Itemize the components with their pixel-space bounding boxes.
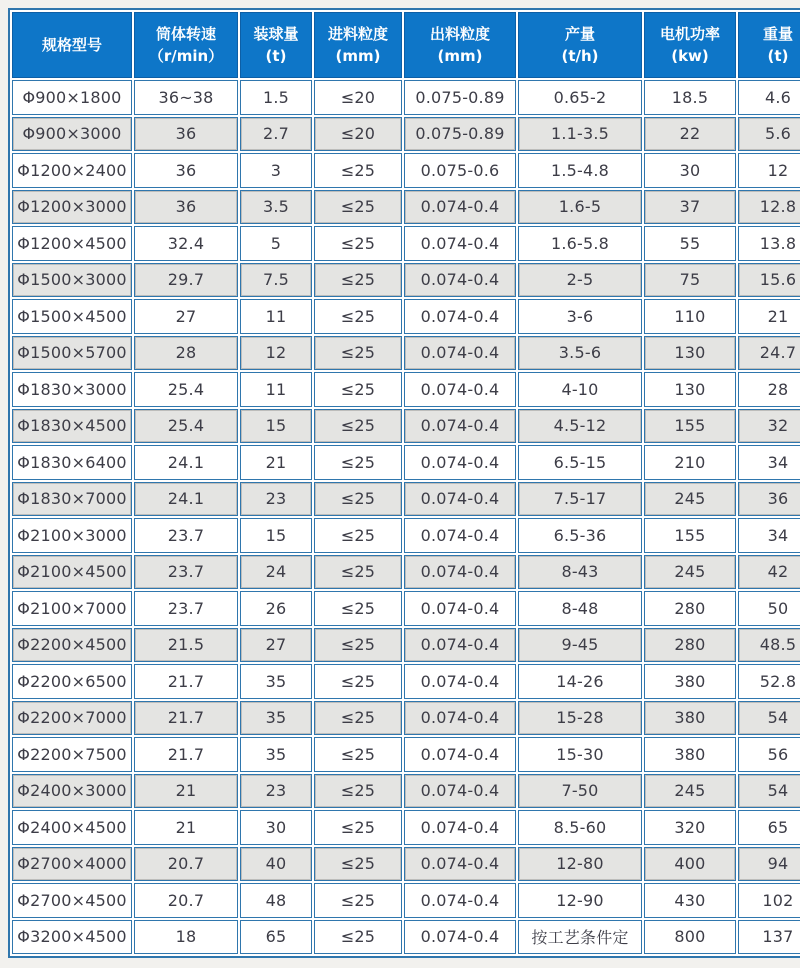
cell-speed: 21.5 bbox=[134, 628, 238, 663]
cell-speed: 27 bbox=[134, 299, 238, 334]
cell-discharge-size: 0.074-0.4 bbox=[404, 263, 516, 298]
column-header-model bbox=[12, 12, 132, 78]
cell-weight: 4.6 bbox=[738, 80, 800, 115]
column-unit: （r/min） bbox=[148, 47, 224, 65]
cell-capacity: 按工艺条件定 bbox=[518, 920, 642, 955]
cell-feed-size: ≤25 bbox=[314, 810, 402, 845]
table-row bbox=[12, 518, 800, 553]
column-label: 电机功率 bbox=[659, 24, 720, 43]
cell-capacity: 8-48 bbox=[518, 591, 642, 626]
table-row bbox=[12, 555, 800, 590]
cell-weight: 15.6 bbox=[738, 263, 800, 298]
cell-motor-power: 155 bbox=[644, 518, 736, 553]
cell-weight: 54 bbox=[738, 701, 800, 736]
header-row bbox=[12, 12, 800, 78]
cell-feed-size: ≤25 bbox=[314, 628, 402, 663]
column-header-weight bbox=[738, 12, 800, 78]
cell-ball-load: 7.5 bbox=[240, 263, 312, 298]
column-header-feed-size bbox=[314, 12, 402, 78]
table-row bbox=[12, 701, 800, 736]
cell-discharge-size: 0.075-0.89 bbox=[404, 80, 516, 115]
cell-discharge-size: 0.074-0.4 bbox=[404, 226, 516, 261]
cell-capacity: 8-43 bbox=[518, 555, 642, 590]
cell-motor-power: 400 bbox=[644, 847, 736, 882]
column-unit: (mm) bbox=[437, 47, 483, 65]
cell-weight: 48.5 bbox=[738, 628, 800, 663]
cell-model: Φ2700×4500 bbox=[12, 883, 132, 918]
cell-feed-size: ≤25 bbox=[314, 883, 402, 918]
cell-speed: 18 bbox=[134, 920, 238, 955]
cell-feed-size: ≤25 bbox=[314, 190, 402, 225]
cell-speed: 23.7 bbox=[134, 518, 238, 553]
column-header-motor-power bbox=[644, 12, 736, 78]
cell-weight: 24.7 bbox=[738, 336, 800, 371]
table-row bbox=[12, 190, 800, 225]
cell-ball-load: 12 bbox=[240, 336, 312, 371]
cell-motor-power: 55 bbox=[644, 226, 736, 261]
cell-discharge-size: 0.074-0.4 bbox=[404, 518, 516, 553]
cell-capacity: 7.5-17 bbox=[518, 482, 642, 517]
cell-speed: 32.4 bbox=[134, 226, 238, 261]
table-row bbox=[12, 737, 800, 772]
cell-model: Φ2100×3000 bbox=[12, 518, 132, 553]
cell-motor-power: 245 bbox=[644, 774, 736, 809]
cell-discharge-size: 0.074-0.4 bbox=[404, 920, 516, 955]
cell-feed-size: ≤25 bbox=[314, 774, 402, 809]
column-unit: (t/h) bbox=[561, 47, 599, 65]
cell-discharge-size: 0.074-0.4 bbox=[404, 482, 516, 517]
cell-capacity: 3.5-6 bbox=[518, 336, 642, 371]
cell-feed-size: ≤25 bbox=[314, 591, 402, 626]
cell-ball-load: 65 bbox=[240, 920, 312, 955]
table-row bbox=[12, 445, 800, 480]
cell-discharge-size: 0.074-0.4 bbox=[404, 737, 516, 772]
table-row bbox=[12, 883, 800, 918]
table-body bbox=[12, 80, 800, 954]
cell-weight: 56 bbox=[738, 737, 800, 772]
cell-weight: 36 bbox=[738, 482, 800, 517]
cell-capacity: 15-30 bbox=[518, 737, 642, 772]
cell-motor-power: 280 bbox=[644, 628, 736, 663]
cell-speed: 21.7 bbox=[134, 664, 238, 699]
cell-motor-power: 130 bbox=[644, 372, 736, 407]
table-row bbox=[12, 664, 800, 699]
cell-motor-power: 245 bbox=[644, 555, 736, 590]
cell-ball-load: 11 bbox=[240, 299, 312, 334]
cell-capacity: 2-5 bbox=[518, 263, 642, 298]
cell-ball-load: 15 bbox=[240, 518, 312, 553]
cell-motor-power: 18.5 bbox=[644, 80, 736, 115]
cell-discharge-size: 0.074-0.4 bbox=[404, 628, 516, 663]
cell-speed: 36 bbox=[134, 153, 238, 188]
cell-ball-load: 23 bbox=[240, 482, 312, 517]
cell-weight: 28 bbox=[738, 372, 800, 407]
table-row bbox=[12, 80, 800, 115]
cell-feed-size: ≤25 bbox=[314, 518, 402, 553]
cell-motor-power: 430 bbox=[644, 883, 736, 918]
cell-ball-load: 30 bbox=[240, 810, 312, 845]
cell-ball-load: 26 bbox=[240, 591, 312, 626]
cell-motor-power: 380 bbox=[644, 701, 736, 736]
cell-model: Φ1500×5700 bbox=[12, 336, 132, 371]
cell-weight: 52.8 bbox=[738, 664, 800, 699]
cell-capacity: 12-80 bbox=[518, 847, 642, 882]
cell-weight: 50 bbox=[738, 591, 800, 626]
cell-capacity: 6.5-15 bbox=[518, 445, 642, 480]
cell-discharge-size: 0.074-0.4 bbox=[404, 847, 516, 882]
table-row bbox=[12, 263, 800, 298]
cell-capacity: 14-26 bbox=[518, 664, 642, 699]
cell-feed-size: ≤25 bbox=[314, 664, 402, 699]
cell-weight: 34 bbox=[738, 518, 800, 553]
column-label: 装球量 bbox=[253, 24, 299, 43]
table-row bbox=[12, 153, 800, 188]
cell-model: Φ2200×7000 bbox=[12, 701, 132, 736]
cell-speed: 20.7 bbox=[134, 847, 238, 882]
cell-ball-load: 27 bbox=[240, 628, 312, 663]
cell-ball-load: 15 bbox=[240, 409, 312, 444]
cell-ball-load: 3.5 bbox=[240, 190, 312, 225]
cell-speed: 23.7 bbox=[134, 591, 238, 626]
column-label: 筒体转速 bbox=[155, 24, 216, 43]
cell-feed-size: ≤25 bbox=[314, 263, 402, 298]
column-header-capacity bbox=[518, 12, 642, 78]
cell-discharge-size: 0.074-0.4 bbox=[404, 445, 516, 480]
cell-speed: 24.1 bbox=[134, 482, 238, 517]
table-row bbox=[12, 117, 800, 152]
cell-capacity: 9-45 bbox=[518, 628, 642, 663]
cell-ball-load: 23 bbox=[240, 774, 312, 809]
cell-model: Φ1830×7000 bbox=[12, 482, 132, 517]
cell-capacity: 3-6 bbox=[518, 299, 642, 334]
cell-ball-load: 40 bbox=[240, 847, 312, 882]
cell-motor-power: 37 bbox=[644, 190, 736, 225]
table-row bbox=[12, 372, 800, 407]
cell-speed: 25.4 bbox=[134, 409, 238, 444]
table-header bbox=[12, 12, 800, 78]
cell-feed-size: ≤25 bbox=[314, 409, 402, 444]
cell-speed: 36 bbox=[134, 117, 238, 152]
table-row bbox=[12, 591, 800, 626]
cell-capacity: 4-10 bbox=[518, 372, 642, 407]
cell-weight: 12 bbox=[738, 153, 800, 188]
cell-ball-load: 24 bbox=[240, 555, 312, 590]
cell-discharge-size: 0.074-0.4 bbox=[404, 555, 516, 590]
cell-discharge-size: 0.075-0.6 bbox=[404, 153, 516, 188]
cell-capacity: 8.5-60 bbox=[518, 810, 642, 845]
cell-model: Φ1200×4500 bbox=[12, 226, 132, 261]
cell-motor-power: 320 bbox=[644, 810, 736, 845]
cell-feed-size: ≤20 bbox=[314, 117, 402, 152]
column-unit: (t) bbox=[767, 47, 789, 65]
cell-speed: 21 bbox=[134, 774, 238, 809]
cell-capacity: 1.1-3.5 bbox=[518, 117, 642, 152]
cell-model: Φ2400×4500 bbox=[12, 810, 132, 845]
cell-discharge-size: 0.074-0.4 bbox=[404, 190, 516, 225]
cell-speed: 21 bbox=[134, 810, 238, 845]
cell-weight: 13.8 bbox=[738, 226, 800, 261]
cell-weight: 32 bbox=[738, 409, 800, 444]
cell-model: Φ2400×3000 bbox=[12, 774, 132, 809]
cell-model: Φ1200×3000 bbox=[12, 190, 132, 225]
cell-speed: 20.7 bbox=[134, 883, 238, 918]
cell-ball-load: 3 bbox=[240, 153, 312, 188]
column-unit: (kw) bbox=[671, 47, 709, 65]
table-row bbox=[12, 409, 800, 444]
cell-speed: 23.7 bbox=[134, 555, 238, 590]
table-row bbox=[12, 774, 800, 809]
cell-ball-load: 1.5 bbox=[240, 80, 312, 115]
cell-speed: 21.7 bbox=[134, 737, 238, 772]
cell-capacity: 4.5-12 bbox=[518, 409, 642, 444]
cell-weight: 102 bbox=[738, 883, 800, 918]
column-label: 规格型号 bbox=[41, 35, 102, 54]
cell-motor-power: 155 bbox=[644, 409, 736, 444]
cell-capacity: 15-28 bbox=[518, 701, 642, 736]
cell-feed-size: ≤25 bbox=[314, 226, 402, 261]
cell-ball-load: 5 bbox=[240, 226, 312, 261]
cell-weight: 65 bbox=[738, 810, 800, 845]
table-row bbox=[12, 482, 800, 517]
cell-weight: 5.6 bbox=[738, 117, 800, 152]
column-label: 出料粒度 bbox=[429, 24, 490, 43]
cell-model: Φ1830×3000 bbox=[12, 372, 132, 407]
cell-capacity: 7-50 bbox=[518, 774, 642, 809]
cell-feed-size: ≤25 bbox=[314, 701, 402, 736]
cell-discharge-size: 0.074-0.4 bbox=[404, 664, 516, 699]
cell-model: Φ3200×4500 bbox=[12, 920, 132, 955]
cell-weight: 12.8 bbox=[738, 190, 800, 225]
column-header-ball-load bbox=[240, 12, 312, 78]
cell-weight: 34 bbox=[738, 445, 800, 480]
column-unit: (mm) bbox=[335, 47, 381, 65]
cell-capacity: 0.65-2 bbox=[518, 80, 642, 115]
cell-discharge-size: 0.074-0.4 bbox=[404, 372, 516, 407]
cell-discharge-size: 0.074-0.4 bbox=[404, 883, 516, 918]
cell-model: Φ1830×6400 bbox=[12, 445, 132, 480]
cell-weight: 137 bbox=[738, 920, 800, 955]
cell-model: Φ2200×7500 bbox=[12, 737, 132, 772]
cell-motor-power: 130 bbox=[644, 336, 736, 371]
cell-ball-load: 2.7 bbox=[240, 117, 312, 152]
cell-capacity: 12-90 bbox=[518, 883, 642, 918]
column-label: 重量 bbox=[762, 24, 793, 43]
cell-feed-size: ≤25 bbox=[314, 153, 402, 188]
cell-model: Φ1830×4500 bbox=[12, 409, 132, 444]
cell-capacity: 1.5-4.8 bbox=[518, 153, 642, 188]
cell-feed-size: ≤25 bbox=[314, 299, 402, 334]
cell-model: Φ900×3000 bbox=[12, 117, 132, 152]
cell-motor-power: 75 bbox=[644, 263, 736, 298]
cell-feed-size: ≤25 bbox=[314, 737, 402, 772]
cell-feed-size: ≤25 bbox=[314, 847, 402, 882]
cell-discharge-size: 0.074-0.4 bbox=[404, 409, 516, 444]
cell-weight: 94 bbox=[738, 847, 800, 882]
cell-model: Φ1500×4500 bbox=[12, 299, 132, 334]
cell-model: Φ1200×2400 bbox=[12, 153, 132, 188]
cell-discharge-size: 0.074-0.4 bbox=[404, 701, 516, 736]
cell-weight: 54 bbox=[738, 774, 800, 809]
cell-motor-power: 800 bbox=[644, 920, 736, 955]
column-unit: (t) bbox=[265, 47, 287, 65]
cell-speed: 36 bbox=[134, 190, 238, 225]
cell-ball-load: 21 bbox=[240, 445, 312, 480]
table-row bbox=[12, 299, 800, 334]
cell-motor-power: 30 bbox=[644, 153, 736, 188]
cell-feed-size: ≤25 bbox=[314, 336, 402, 371]
cell-model: Φ2200×4500 bbox=[12, 628, 132, 663]
cell-speed: 29.7 bbox=[134, 263, 238, 298]
cell-ball-load: 48 bbox=[240, 883, 312, 918]
cell-capacity: 1.6-5.8 bbox=[518, 226, 642, 261]
cell-feed-size: ≤25 bbox=[314, 555, 402, 590]
column-header-discharge-size bbox=[404, 12, 516, 78]
cell-motor-power: 245 bbox=[644, 482, 736, 517]
cell-capacity: 6.5-36 bbox=[518, 518, 642, 553]
cell-motor-power: 380 bbox=[644, 664, 736, 699]
cell-motor-power: 22 bbox=[644, 117, 736, 152]
cell-discharge-size: 0.074-0.4 bbox=[404, 774, 516, 809]
table-row bbox=[12, 226, 800, 261]
table-row bbox=[12, 628, 800, 663]
cell-ball-load: 35 bbox=[240, 737, 312, 772]
cell-feed-size: ≤25 bbox=[314, 920, 402, 955]
cell-model: Φ1500×3000 bbox=[12, 263, 132, 298]
cell-model: Φ2100×4500 bbox=[12, 555, 132, 590]
cell-model: Φ900×1800 bbox=[12, 80, 132, 115]
spec-table bbox=[8, 8, 800, 958]
table-row bbox=[12, 847, 800, 882]
column-label: 进料粒度 bbox=[327, 24, 388, 43]
cell-speed: 25.4 bbox=[134, 372, 238, 407]
cell-weight: 42 bbox=[738, 555, 800, 590]
cell-model: Φ2100×7000 bbox=[12, 591, 132, 626]
cell-feed-size: ≤25 bbox=[314, 372, 402, 407]
cell-discharge-size: 0.074-0.4 bbox=[404, 591, 516, 626]
cell-feed-size: ≤25 bbox=[314, 445, 402, 480]
cell-discharge-size: 0.075-0.89 bbox=[404, 117, 516, 152]
cell-motor-power: 210 bbox=[644, 445, 736, 480]
cell-ball-load: 11 bbox=[240, 372, 312, 407]
cell-speed: 24.1 bbox=[134, 445, 238, 480]
table-row bbox=[12, 336, 800, 371]
cell-capacity: 1.6-5 bbox=[518, 190, 642, 225]
cell-ball-load: 35 bbox=[240, 664, 312, 699]
cell-motor-power: 280 bbox=[644, 591, 736, 626]
cell-speed: 21.7 bbox=[134, 701, 238, 736]
column-label: 产量 bbox=[564, 24, 595, 43]
column-header-speed bbox=[134, 12, 238, 78]
cell-model: Φ2200×6500 bbox=[12, 664, 132, 699]
cell-feed-size: ≤25 bbox=[314, 482, 402, 517]
cell-discharge-size: 0.074-0.4 bbox=[404, 336, 516, 371]
cell-motor-power: 110 bbox=[644, 299, 736, 334]
cell-speed: 28 bbox=[134, 336, 238, 371]
cell-ball-load: 35 bbox=[240, 701, 312, 736]
table-row bbox=[12, 920, 800, 955]
cell-model: Φ2700×4000 bbox=[12, 847, 132, 882]
cell-motor-power: 380 bbox=[644, 737, 736, 772]
cell-weight: 21 bbox=[738, 299, 800, 334]
cell-discharge-size: 0.074-0.4 bbox=[404, 810, 516, 845]
cell-feed-size: ≤20 bbox=[314, 80, 402, 115]
cell-speed: 36~38 bbox=[134, 80, 238, 115]
cell-discharge-size: 0.074-0.4 bbox=[404, 299, 516, 334]
table-row bbox=[12, 810, 800, 845]
